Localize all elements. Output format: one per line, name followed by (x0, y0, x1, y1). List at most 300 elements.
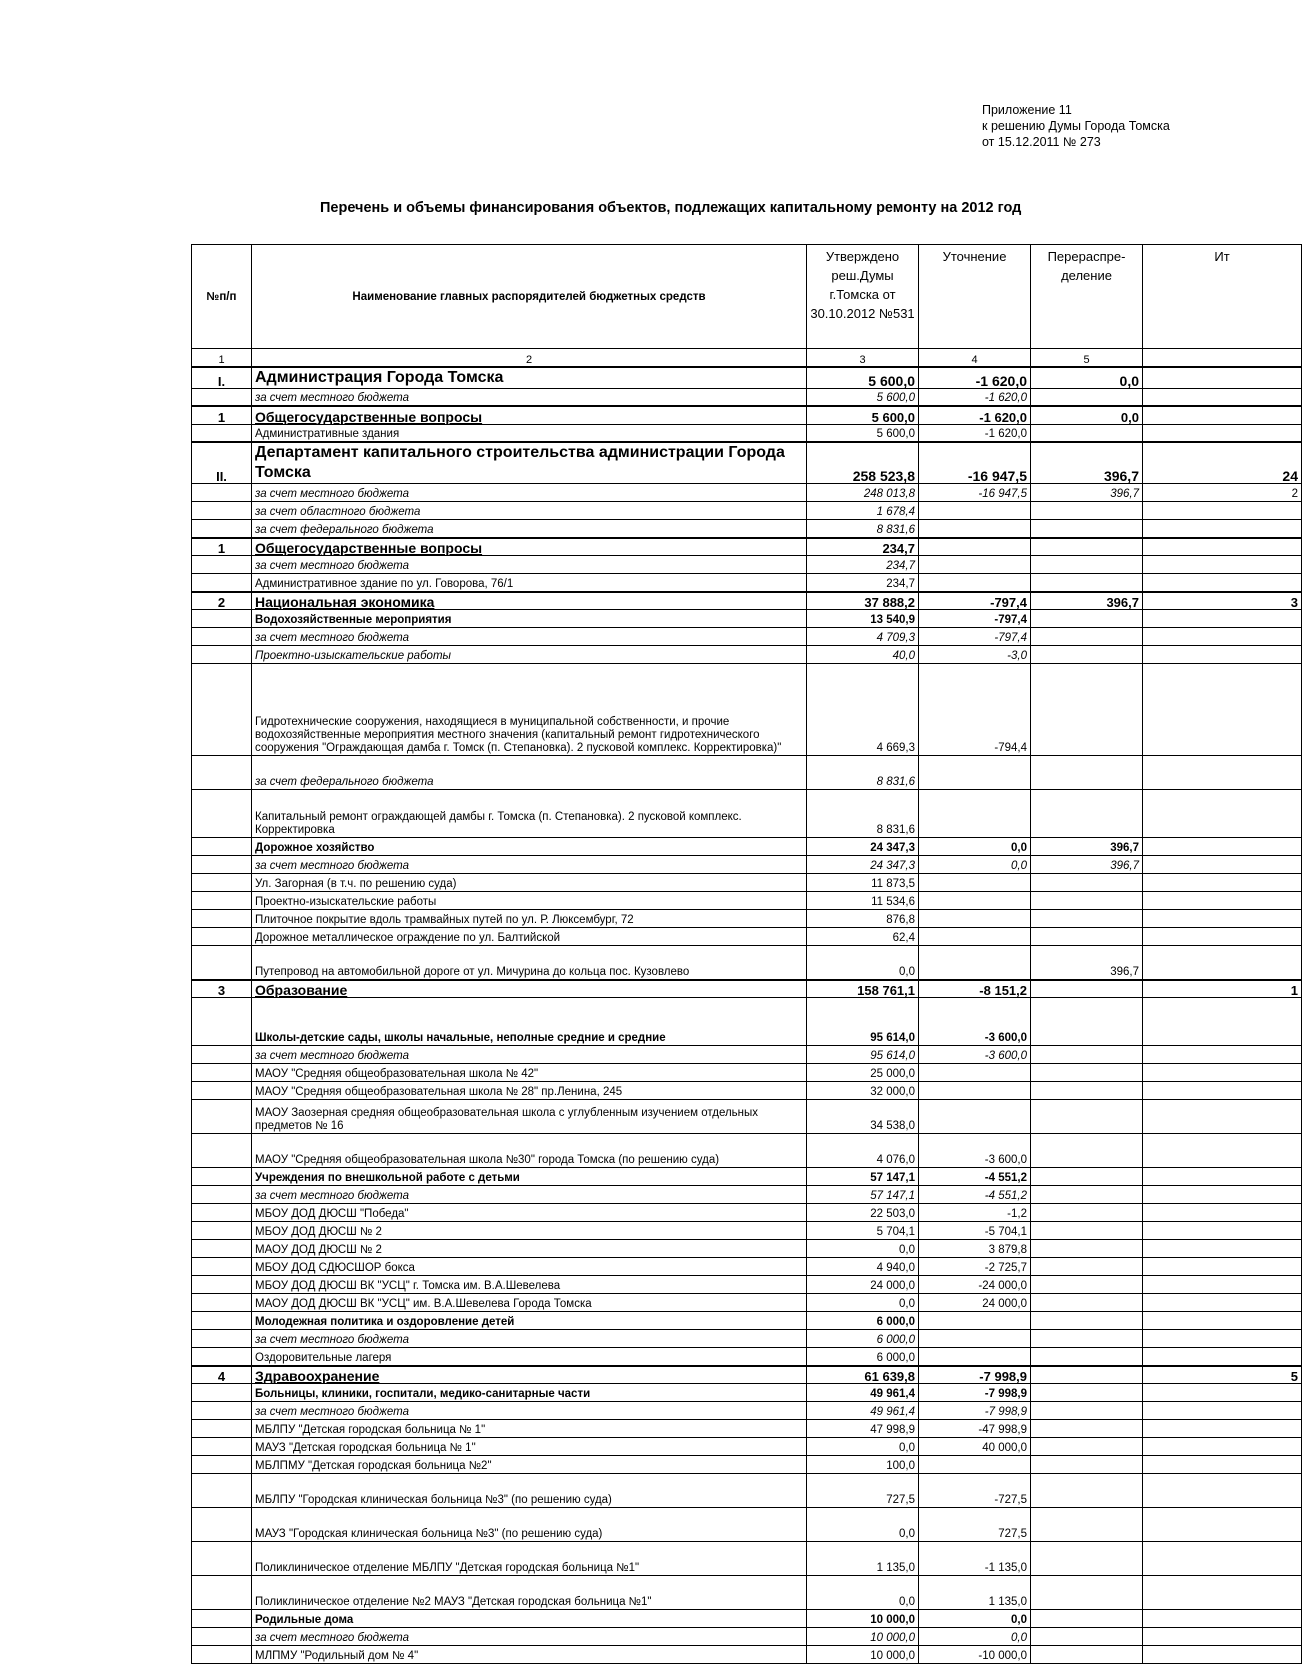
table-row (192, 556, 1302, 574)
row-name-cell: за счет местного бюджета (252, 556, 807, 574)
row-number-cell (192, 910, 252, 928)
approved-value-cell: 234,7 (807, 574, 919, 592)
redistribution-value-cell (1031, 1082, 1143, 1100)
clarification-value-cell: -8 151,2 (919, 980, 1031, 998)
table-row (192, 442, 1302, 484)
redistribution-value-cell (1031, 1508, 1143, 1542)
redistribution-value-cell (1031, 646, 1143, 664)
clarification-value-cell: 727,5 (919, 1508, 1031, 1542)
row-name-cell: Общегосударственные вопросы (252, 538, 807, 556)
table-row (192, 367, 1302, 389)
row-number-cell (192, 1576, 252, 1610)
total-value-cell (1143, 1474, 1302, 1508)
row-name-cell: за счет местного бюджета (252, 1046, 807, 1064)
redistribution-value-cell (1031, 1294, 1143, 1312)
clarification-value-cell (919, 790, 1031, 838)
row-name-cell: Больницы, клиники, госпитали, медико-санитарные части (252, 1384, 807, 1402)
header-number: №п/п (192, 245, 252, 349)
approved-value-cell: 6 000,0 (807, 1312, 919, 1330)
clarification-value-cell: 1 135,0 (919, 1576, 1031, 1610)
redistribution-value-cell (1031, 610, 1143, 628)
total-value-cell (1143, 664, 1302, 756)
row-number-cell (192, 424, 252, 442)
row-name-cell: Плиточное покрытие вдоль трамвайных путей по ул. Р. Люксембург, 72 (252, 910, 807, 928)
table-row (192, 592, 1302, 610)
clarification-value-cell: 0,0 (919, 1628, 1031, 1646)
table-row (192, 520, 1302, 538)
column-number: 2 (252, 349, 807, 367)
clarification-value-cell: 0,0 (919, 1610, 1031, 1628)
redistribution-value-cell (1031, 1240, 1143, 1258)
table-row (192, 980, 1302, 998)
approved-value-cell: 158 761,1 (807, 980, 919, 998)
total-value-cell (1143, 1646, 1302, 1664)
clarification-value-cell: -1 620,0 (919, 424, 1031, 442)
redistribution-value-cell (1031, 1474, 1143, 1508)
total-value-cell (1143, 502, 1302, 520)
row-number-cell: 1 (192, 406, 252, 424)
clarification-value-cell (919, 910, 1031, 928)
approved-value-cell: 248 013,8 (807, 484, 919, 502)
clarification-value-cell: -1 620,0 (919, 406, 1031, 424)
table-row (192, 646, 1302, 664)
redistribution-value-cell (1031, 874, 1143, 892)
redistribution-value-cell (1031, 538, 1143, 556)
row-number-cell (192, 1100, 252, 1134)
redistribution-value-cell (1031, 1276, 1143, 1294)
total-value-cell (1143, 1046, 1302, 1064)
total-value-cell (1143, 1384, 1302, 1402)
row-name-cell: Школы-детские сады, школы начальные, неполные средние и средние (252, 998, 807, 1046)
table-row (192, 424, 1302, 442)
approved-value-cell: 32 000,0 (807, 1082, 919, 1100)
financing-table (191, 244, 1302, 1664)
clarification-value-cell (919, 874, 1031, 892)
row-number-cell (192, 1474, 252, 1508)
total-value-cell (1143, 1222, 1302, 1240)
total-value-cell (1143, 1576, 1302, 1610)
approved-value-cell: 4 076,0 (807, 1134, 919, 1168)
clarification-value-cell: -7 998,9 (919, 1402, 1031, 1420)
approved-value-cell: 25 000,0 (807, 1064, 919, 1082)
row-name-cell: Административное здание по ул. Говорова, 76/1 (252, 574, 807, 592)
clarification-value-cell: -3,0 (919, 646, 1031, 664)
total-value-cell: 3 (1143, 592, 1302, 610)
table-row (192, 1134, 1302, 1168)
redistribution-value-cell: 396,7 (1031, 838, 1143, 856)
clarification-value-cell: 0,0 (919, 838, 1031, 856)
row-name-cell: Ул. Загорная (в т.ч. по решению суда) (252, 874, 807, 892)
approved-value-cell: 258 523,8 (807, 442, 919, 484)
row-name-cell: Проектно-изыскательские работы (252, 646, 807, 664)
row-name-cell: Департамент капитального строительства администрации Города Томска (252, 442, 807, 484)
total-value-cell (1143, 838, 1302, 856)
row-number-cell (192, 628, 252, 646)
total-value-cell (1143, 790, 1302, 838)
approved-value-cell: 1 678,4 (807, 502, 919, 520)
clarification-value-cell: -7 998,9 (919, 1366, 1031, 1384)
redistribution-value-cell (1031, 1100, 1143, 1134)
row-name-cell: Капитальный ремонт ограждающей дамбы г. Томска (п. Степановка). 2 пусковой комплекс. Корректировка (252, 790, 807, 838)
total-value-cell (1143, 1348, 1302, 1366)
total-value-cell (1143, 1402, 1302, 1420)
table-row (192, 1508, 1302, 1542)
table-row (192, 484, 1302, 502)
row-name-cell: МАОУ ДОД ДЮСШ № 2 (252, 1240, 807, 1258)
table-row (192, 874, 1302, 892)
row-name-cell: за счет федерального бюджета (252, 520, 807, 538)
total-value-cell (1143, 1438, 1302, 1456)
approved-value-cell: 11 873,5 (807, 874, 919, 892)
approved-value-cell: 49 961,4 (807, 1384, 919, 1402)
row-number-cell (192, 1330, 252, 1348)
approved-value-cell: 0,0 (807, 1240, 919, 1258)
total-value-cell (1143, 1082, 1302, 1100)
clarification-value-cell (919, 1100, 1031, 1134)
clarification-value-cell (919, 538, 1031, 556)
clarification-value-cell (919, 1456, 1031, 1474)
total-value-cell (1143, 1134, 1302, 1168)
table-row (192, 838, 1302, 856)
clarification-value-cell (919, 556, 1031, 574)
approved-value-cell: 5 600,0 (807, 406, 919, 424)
redistribution-value-cell (1031, 1348, 1143, 1366)
total-value-cell (1143, 1168, 1302, 1186)
total-value-cell (1143, 610, 1302, 628)
total-value-cell (1143, 1258, 1302, 1276)
header-name: Наименование главных распорядителей бюджетных средств (252, 245, 807, 349)
total-value-cell (1143, 1330, 1302, 1348)
redistribution-value-cell (1031, 1628, 1143, 1646)
row-number-cell: 2 (192, 592, 252, 610)
table-row (192, 610, 1302, 628)
financing-table-container (191, 244, 1298, 1662)
total-value-cell (1143, 646, 1302, 664)
row-name-cell: МАУЗ "Городская клиническая больница №3" (по решению суда) (252, 1508, 807, 1542)
approved-value-cell: 62,4 (807, 928, 919, 946)
row-name-cell: Поликлиническое отделение №2 МАУЗ "Детская городская больница №1" (252, 1576, 807, 1610)
total-value-cell (1143, 1456, 1302, 1474)
row-name-cell: Оздоровительные лагеря (252, 1348, 807, 1366)
approved-value-cell: 0,0 (807, 1576, 919, 1610)
clarification-value-cell: -16 947,5 (919, 484, 1031, 502)
redistribution-value-cell (1031, 664, 1143, 756)
approved-value-cell: 234,7 (807, 538, 919, 556)
approved-value-cell: 24 347,3 (807, 838, 919, 856)
redistribution-value-cell (1031, 910, 1143, 928)
table-row (192, 388, 1302, 406)
row-number-cell (192, 838, 252, 856)
row-name-cell: МАОУ Заозерная средняя общеобразовательная школа с углубленным изучением отдельных предметов № 16 (252, 1100, 807, 1134)
table-row (192, 664, 1302, 756)
redistribution-value-cell (1031, 1168, 1143, 1186)
row-name-cell: за счет местного бюджета (252, 1402, 807, 1420)
row-name-cell: Образование (252, 980, 807, 998)
table-row (192, 1294, 1302, 1312)
redistribution-value-cell (1031, 1330, 1143, 1348)
approved-value-cell: 0,0 (807, 1294, 919, 1312)
clarification-value-cell (919, 1330, 1031, 1348)
redistribution-value-cell (1031, 756, 1143, 790)
redistribution-value-cell (1031, 628, 1143, 646)
clarification-value-cell: 0,0 (919, 856, 1031, 874)
redistribution-value-cell: 396,7 (1031, 484, 1143, 502)
approved-value-cell: 6 000,0 (807, 1348, 919, 1366)
table-row (192, 1402, 1302, 1420)
table-row (192, 538, 1302, 556)
approved-value-cell: 4 940,0 (807, 1258, 919, 1276)
clarification-value-cell (919, 520, 1031, 538)
redistribution-value-cell: 0,0 (1031, 367, 1143, 389)
clarification-value-cell: 24 000,0 (919, 1294, 1031, 1312)
row-number-cell: 1 (192, 538, 252, 556)
table-row (192, 502, 1302, 520)
redistribution-value-cell (1031, 928, 1143, 946)
approved-value-cell: 0,0 (807, 1438, 919, 1456)
total-value-cell: 2 (1143, 484, 1302, 502)
clarification-value-cell (919, 892, 1031, 910)
redistribution-value-cell (1031, 1610, 1143, 1628)
row-name-cell: МБЛПУ "Детская городская больница № 1" (252, 1420, 807, 1438)
row-number-cell (192, 1542, 252, 1576)
clarification-value-cell (919, 502, 1031, 520)
row-number-cell (192, 790, 252, 838)
total-value-cell (1143, 1628, 1302, 1646)
row-name-cell: за счет местного бюджета (252, 856, 807, 874)
approved-value-cell: 5 704,1 (807, 1222, 919, 1240)
row-name-cell: Водохозяйственные мероприятия (252, 610, 807, 628)
table-row (192, 1168, 1302, 1186)
row-number-cell (192, 1456, 252, 1474)
row-number-cell (192, 1064, 252, 1082)
total-value-cell (1143, 424, 1302, 442)
total-value-cell (1143, 1420, 1302, 1438)
total-value-cell (1143, 892, 1302, 910)
redistribution-value-cell (1031, 1438, 1143, 1456)
row-number-cell (192, 556, 252, 574)
clarification-value-cell (919, 1348, 1031, 1366)
table-row (192, 1222, 1302, 1240)
approved-value-cell: 13 540,9 (807, 610, 919, 628)
total-value-cell (1143, 1312, 1302, 1330)
approved-value-cell: 49 961,4 (807, 1402, 919, 1420)
table-row (192, 574, 1302, 592)
approved-value-cell: 727,5 (807, 1474, 919, 1508)
total-value-cell (1143, 910, 1302, 928)
table-row (192, 1082, 1302, 1100)
row-name-cell: Общегосударственные вопросы (252, 406, 807, 424)
row-number-cell (192, 892, 252, 910)
row-number-cell (192, 484, 252, 502)
clarification-value-cell: -1,2 (919, 1204, 1031, 1222)
row-number-cell (192, 1646, 252, 1664)
table-row (192, 1046, 1302, 1064)
approved-value-cell: 5 600,0 (807, 388, 919, 406)
approved-value-cell: 4 709,3 (807, 628, 919, 646)
row-number-cell (192, 1204, 252, 1222)
row-number-cell (192, 646, 252, 664)
table-row (192, 1646, 1302, 1664)
table-body (192, 367, 1302, 1664)
header-redistribution: Перераспре-деление (1031, 245, 1143, 349)
column-number: 4 (919, 349, 1031, 367)
clarification-value-cell: -47 998,9 (919, 1420, 1031, 1438)
row-name-cell: Здравоохранение (252, 1366, 807, 1384)
clarification-value-cell: -727,5 (919, 1474, 1031, 1508)
approved-value-cell: 100,0 (807, 1456, 919, 1474)
clarification-value-cell: 40 000,0 (919, 1438, 1031, 1456)
row-name-cell: за счет местного бюджета (252, 388, 807, 406)
row-name-cell: МАУЗ "Детская городская больница № 1" (252, 1438, 807, 1456)
redistribution-value-cell: 396,7 (1031, 442, 1143, 484)
row-number-cell: 4 (192, 1366, 252, 1384)
row-name-cell: МБОУ ДОД СДЮСШОР бокса (252, 1258, 807, 1276)
appendix-line-1: Приложение 11 (982, 103, 1072, 117)
redistribution-value-cell (1031, 1420, 1143, 1438)
header-total: Ит (1143, 245, 1302, 349)
redistribution-value-cell: 396,7 (1031, 946, 1143, 980)
row-number-cell (192, 1420, 252, 1438)
table-row (192, 1542, 1302, 1576)
row-number-cell (192, 1046, 252, 1064)
row-number-cell (192, 1222, 252, 1240)
approved-value-cell: 8 831,6 (807, 520, 919, 538)
appendix-line-3: от 15.12.2011 № 273 (982, 135, 1101, 149)
approved-value-cell: 22 503,0 (807, 1204, 919, 1222)
redistribution-value-cell (1031, 1222, 1143, 1240)
redistribution-value-cell (1031, 424, 1143, 442)
row-number-cell (192, 1082, 252, 1100)
approved-value-cell: 876,8 (807, 910, 919, 928)
clarification-value-cell: -3 600,0 (919, 1046, 1031, 1064)
table-row (192, 1348, 1302, 1366)
redistribution-value-cell (1031, 574, 1143, 592)
redistribution-value-cell: 0,0 (1031, 406, 1143, 424)
redistribution-value-cell (1031, 1542, 1143, 1576)
redistribution-value-cell (1031, 980, 1143, 998)
table-row (192, 628, 1302, 646)
row-number-cell: I. (192, 367, 252, 389)
clarification-value-cell (919, 1312, 1031, 1330)
clarification-value-cell: -24 000,0 (919, 1276, 1031, 1294)
table-row (192, 1576, 1302, 1610)
table-row (192, 1628, 1302, 1646)
total-value-cell (1143, 1610, 1302, 1628)
clarification-value-cell: -3 600,0 (919, 998, 1031, 1046)
row-number-cell (192, 998, 252, 1046)
approved-value-cell: 8 831,6 (807, 756, 919, 790)
clarification-value-cell (919, 928, 1031, 946)
approved-value-cell: 5 600,0 (807, 424, 919, 442)
row-number-cell (192, 1384, 252, 1402)
redistribution-value-cell (1031, 1366, 1143, 1384)
redistribution-value-cell (1031, 892, 1143, 910)
approved-value-cell: 10 000,0 (807, 1628, 919, 1646)
redistribution-value-cell (1031, 502, 1143, 520)
table-row (192, 1064, 1302, 1082)
approved-value-cell: 47 998,9 (807, 1420, 919, 1438)
row-number-cell (192, 1276, 252, 1294)
table-row (192, 856, 1302, 874)
approved-value-cell: 4 669,3 (807, 664, 919, 756)
appendix-line-2: к решению Думы Города Томска (982, 119, 1170, 133)
row-name-cell: Путепровод на автомобильной дороге от ул. Мичурина до кольца пос. Кузовлево (252, 946, 807, 980)
redistribution-value-cell (1031, 790, 1143, 838)
redistribution-value-cell (1031, 1258, 1143, 1276)
redistribution-value-cell (1031, 1646, 1143, 1664)
approved-value-cell: 95 614,0 (807, 998, 919, 1046)
row-name-cell: МБОУ ДОД ДЮСШ ВК "УСЦ" г. Томска им. В.А.Шевелева (252, 1276, 807, 1294)
row-name-cell: МБЛПУ "Городская клиническая больница №3" (по решению суда) (252, 1474, 807, 1508)
redistribution-value-cell (1031, 556, 1143, 574)
clarification-value-cell: -794,4 (919, 664, 1031, 756)
clarification-value-cell: -797,4 (919, 592, 1031, 610)
row-name-cell: МАОУ "Средняя общеобразовательная школа №30" города Томска (по решению суда) (252, 1134, 807, 1168)
row-name-cell: МАОУ ДОД ДЮСШ ВК "УСЦ" им. В.А.Шевелева Города Томска (252, 1294, 807, 1312)
table-row (192, 1366, 1302, 1384)
row-name-cell: за счет местного бюджета (252, 628, 807, 646)
total-value-cell (1143, 367, 1302, 389)
clarification-value-cell (919, 756, 1031, 790)
table-row (192, 1420, 1302, 1438)
row-name-cell: Администрация Города Томска (252, 367, 807, 389)
redistribution-value-cell (1031, 1046, 1143, 1064)
table-row (192, 998, 1302, 1046)
redistribution-value-cell (1031, 1456, 1143, 1474)
row-number-cell (192, 1610, 252, 1628)
row-name-cell: Административные здания (252, 424, 807, 442)
clarification-value-cell: -5 704,1 (919, 1222, 1031, 1240)
total-value-cell (1143, 856, 1302, 874)
table-row (192, 1240, 1302, 1258)
redistribution-value-cell (1031, 1186, 1143, 1204)
row-number-cell (192, 388, 252, 406)
approved-value-cell: 0,0 (807, 946, 919, 980)
clarification-value-cell: 3 879,8 (919, 1240, 1031, 1258)
table-row (192, 910, 1302, 928)
table-row (192, 1384, 1302, 1402)
approved-value-cell: 10 000,0 (807, 1646, 919, 1664)
row-name-cell: за счет областного бюджета (252, 502, 807, 520)
table-row (192, 1312, 1302, 1330)
table-row (192, 1456, 1302, 1474)
clarification-value-cell: -1 620,0 (919, 388, 1031, 406)
total-value-cell (1143, 388, 1302, 406)
redistribution-value-cell (1031, 1576, 1143, 1610)
row-number-cell (192, 874, 252, 892)
clarification-value-cell: -1 135,0 (919, 1542, 1031, 1576)
total-value-cell (1143, 874, 1302, 892)
total-value-cell (1143, 520, 1302, 538)
clarification-value-cell: -797,4 (919, 610, 1031, 628)
total-value-cell (1143, 1100, 1302, 1134)
clarification-value-cell: -2 725,7 (919, 1258, 1031, 1276)
total-value-cell (1143, 756, 1302, 790)
row-number-cell (192, 1508, 252, 1542)
table-row (192, 1258, 1302, 1276)
approved-value-cell: 40,0 (807, 646, 919, 664)
clarification-value-cell: -4 551,2 (919, 1186, 1031, 1204)
redistribution-value-cell (1031, 388, 1143, 406)
redistribution-value-cell (1031, 998, 1143, 1046)
row-name-cell: МБЛПМУ "Детская городская больница №2" (252, 1456, 807, 1474)
row-number-cell (192, 1168, 252, 1186)
header-approved: Утверждено реш.Думы г.Томска от 30.10.2012 №531 (807, 245, 919, 349)
row-number-cell (192, 756, 252, 790)
table-row (192, 946, 1302, 980)
table-row (192, 1100, 1302, 1134)
row-name-cell: Родильные дома (252, 1610, 807, 1628)
